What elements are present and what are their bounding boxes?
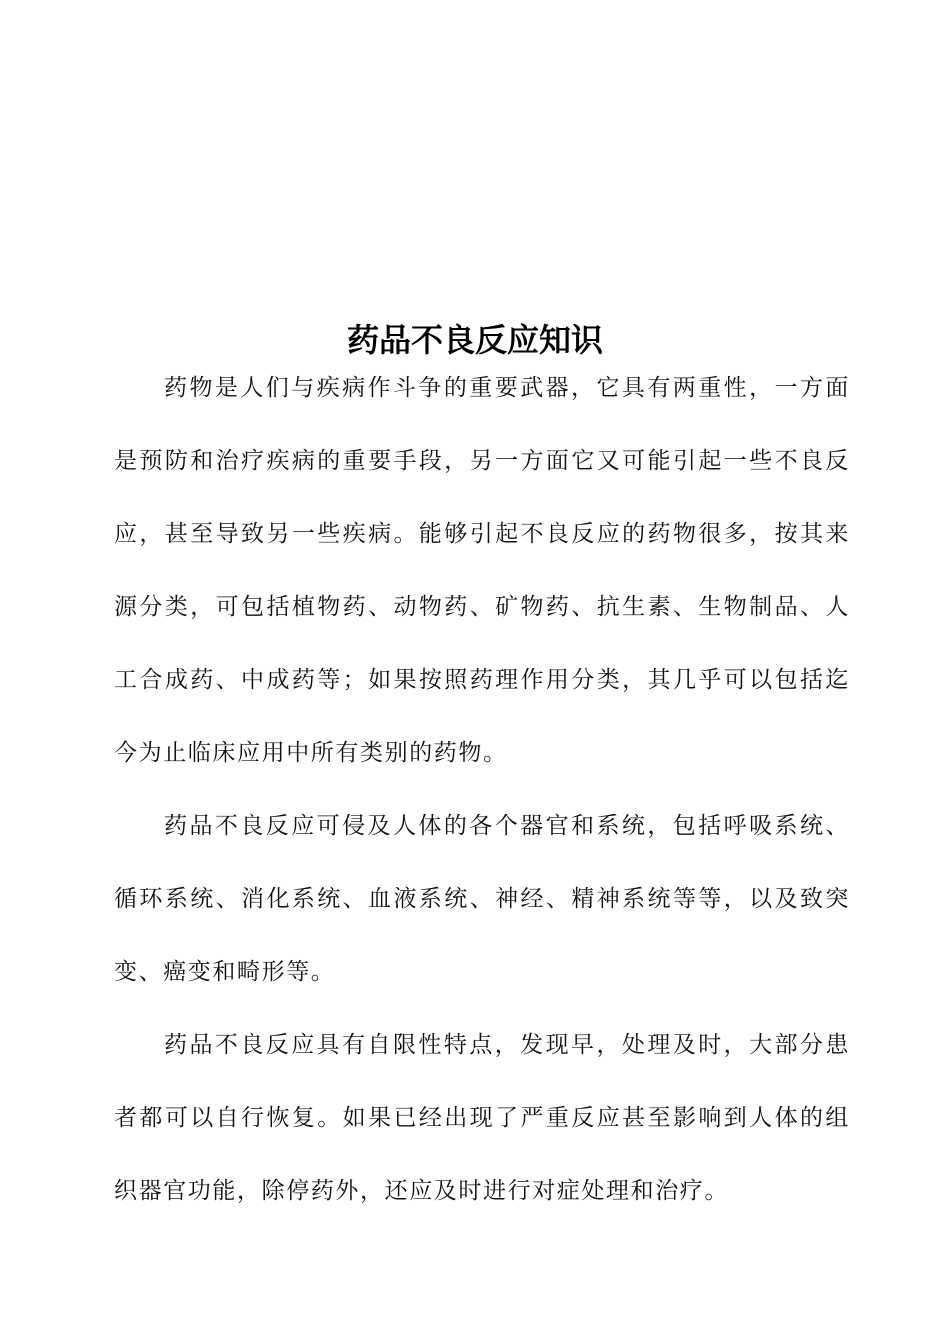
paragraph-3: 药品不良反应具有自限性特点，发现早，处理及时，大部分患者都可以自行恢复。如果已经出现了严重反应甚至影响到人体的组织器官功能，除停药外，还应及时进行对症处理和治疗。 — [114, 1032, 850, 1204]
paragraph-2: 药品不良反应可侵及人体的各个器官和系统，包括呼吸系统、循环系统、消化系统、血液系统、神经、精神系统等等，以及致突变、癌变和畸形等。 — [114, 813, 850, 985]
document-title: 药品不良反应知识 — [346, 321, 603, 359]
paragraph-1: 药物是人们与疾病作斗争的重要武器，它具有两重性，一方面是预防和治疗疾病的重要手段，另一方面它又可能引起一些不良反应，甚至导致另一些疾病。能够引起不良反应的药物很多，按其来源分类，可包括植物药、动物药、矿物药、抗生素、生物制品、人工合成药、中成药等；如果按照药理作用分类，其几乎可以包括迄今为止临床应用中所有类别的药物。 — [114, 375, 850, 766]
